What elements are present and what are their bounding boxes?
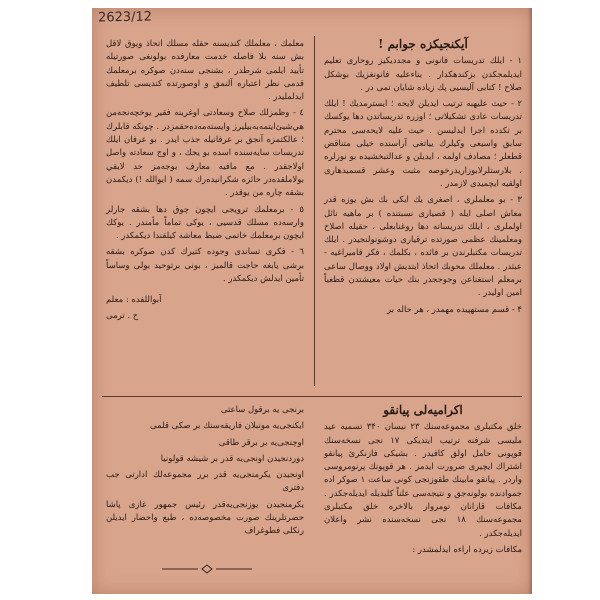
right-heading: آیکنجیکزه جوابم ! <box>378 37 468 51</box>
prize-item: برنجی یه برقول ساعتی <box>220 405 304 415</box>
lottery-announcement <box>324 404 522 560</box>
prize-item: اونجیدن یکرمنجی‌یه قدر برر مجموعه‌لك ادارتی جب دفتری <box>106 470 304 494</box>
signature-label: آبواللفده : معلم <box>106 295 162 306</box>
lottery-paragraph: مکافات زیرده اراءه ایدلمشدر : <box>412 544 522 555</box>
ornament-divider <box>162 564 252 574</box>
prize-item: اوچنجی‌یه بر برقر طاقی <box>218 437 304 448</box>
archive-number: 2623/12 <box>97 9 153 26</box>
prize-list <box>106 404 304 542</box>
horizontal-divider <box>102 396 522 397</box>
prize-item: ایکنجی‌یه مونبلان فاریقه‌سنك بر صکی قلمی <box>150 421 304 432</box>
document-page <box>92 8 532 594</box>
left-paragraph: ٤ - وظمزلك صلاح وسعادتی اوغرينه فقير يوخچه‌نجه‌من هي‌شيئ‌ايتمه‌به‌بيلیرز وايسته‌مه‌ده‌حقمزدر . چونكه قابلرك ؛ عالكتمزه آنجق بر عرفانيله جذب ايدر . بو عرفان ايلك تدريسات سايه‌سنده اسده بو يجك ، و اوج سعادته واصل اولاجقدر . مع مافيه معارف بوجه‌مز حد لايقي بولاملقده‌در حائزه شكرانيده‌رك سمه‌ ( ايوالله !) ديكمدن بشقه چاره من يوقدر . <box>106 108 304 199</box>
prize-item: دوردنجیدن اونجی‌یه قدر بر شیشه قولونیا <box>160 453 304 464</box>
right-paragraph: ۲ - حیث علیهبه ترتیب ایدیلن لایحه ؛ ایسترمدیك ! ایلك تدریسات عادی تشکیلاتی ؛ اوزره تدریساتدن دها یوکسك بر تکدده اجرا ایدلیسن . حیث علیه لایحه‌سی محترم سابق واسیعی وکیلرك ییاتغی آراسنده خیلی متناقض قطعلر ؛ مصادف اولمه ، ایدیلن و عدالتبخشیده بو نوزلره ، بلارستلرلابوزاریدرخوصه مثبت وعشر قسمیدهاری اولقیه ایچمیدی لازمدر . <box>324 99 522 189</box>
left-paragraph: ٦ - فكری تساندی وجوده کتيرك كدن صوكره بشقه برشی يابغه حاجت قالميز ، بونی برتوحيد بولی وساساً تأمين ايدلش ديكمكدر . <box>106 247 304 285</box>
left-paragraph: معلمك ، معلملك کنديسنه حقله مسلك اتحاذ ويوق لاقل بش سنه بلا فاصله خدمت معارفده بولونغی صورتيله تأييد ايلمی شرطدر ، بشنجی سنه‌دن صوكره برمعلمك قدمی نظر اعتباره آلنمق و اوصورتده كنديسی تلطيف ايدلمليدر . <box>106 39 304 103</box>
right-paragraph: ۴ - قسم مستهپیده مهمدر ، هر حاله بر <box>387 304 522 315</box>
lottery-heading: اکرامیه‌لی پیانقو <box>383 403 463 417</box>
lottery-paragraph: خلق مکتبلری مجموعه‌سنك ۲۳ نیسان ۳۴۰ تسمیه عید ملیسی شرفنه ترتیب ایتدیکی ۱۷ نجی نسخه‌سنك قوپونی حامل اولق کافیدر . بشیکی فازنکرئ پیانقو اشتراك ایچیری ضرورت ایدمز . هر قوپونك پرنومروسی واردر . پیانقو مابینك طقوزنجی کونی ساعت ۱ صوکر اده‌ جموادنده‌ بولونه‌جق و نتیجه‌سی علناً کلیدیله‌ ایدیله‌جکدر . مکافات قازانان نومروار بالاخره خلق مکتبلری مجموعه‌سنك ۱۸ نجی نسخه‌سنده نشر واعلان ایدیله‌جکدر . <box>324 422 523 539</box>
column-divider <box>314 36 315 386</box>
signature <box>106 294 304 323</box>
right-paragraph: ۱ - ایلك تدریسات فانونی و مجددیکیز روحاری تعلیم ایدیلمجکدن بزکندهکدار . بناءعلیه فانونغزیك بوشكل صلاح ! کتابی آلیسیی پك زیاده شایان تمی در . <box>324 56 522 93</box>
right-column <box>324 38 522 320</box>
signature-name: ح . ترمی <box>106 310 139 321</box>
left-paragraph: ٥ - برمعلمك ترويجی ایچون چوق دها بشقه جارلر وارسه‌ده مسلك قدسيی ، يوكی تماماً مأمندر . يوكك ايچون برمعلمك خاتمی ضبط معاشه کيلقندا ديكمكدر . <box>106 204 304 242</box>
prize-item: یکرمنجیدن یوزنجی‌یه‌قدر رئیس جمهور غازی پاشا حضرتلرینك صورت مخصوصه‌ده ، طبع واحضار ایدیلن رنکلی فطوغراف <box>106 499 304 537</box>
left-column <box>106 38 304 325</box>
right-paragraph: ۳ - بو معلملری ، اصغری یك ایکی بك بش یوزه قدر معاش اصلی ایله ( قصیاری نسبتنده ) بر ماهیه نائل اولملری ، ایلك تدریساته دها روغنابعلی ، حقیله اصلاح ومعلمینك عظمی صورتده ترقیاری دوشونولنجیدر . ایلك تدریسات مکتبلرندن بر فائده ، بکلمك ، فکر قامیراغیه - عبثدر . معلملك محوبك اتحاذ ایتدیش اولاد ووصال ساعی برمعلم استغناعن وجوججدر بنك حیات معیشتدن قطعیاً امین اولیدر . <box>324 195 522 299</box>
scan-edge-shadow <box>528 8 532 594</box>
